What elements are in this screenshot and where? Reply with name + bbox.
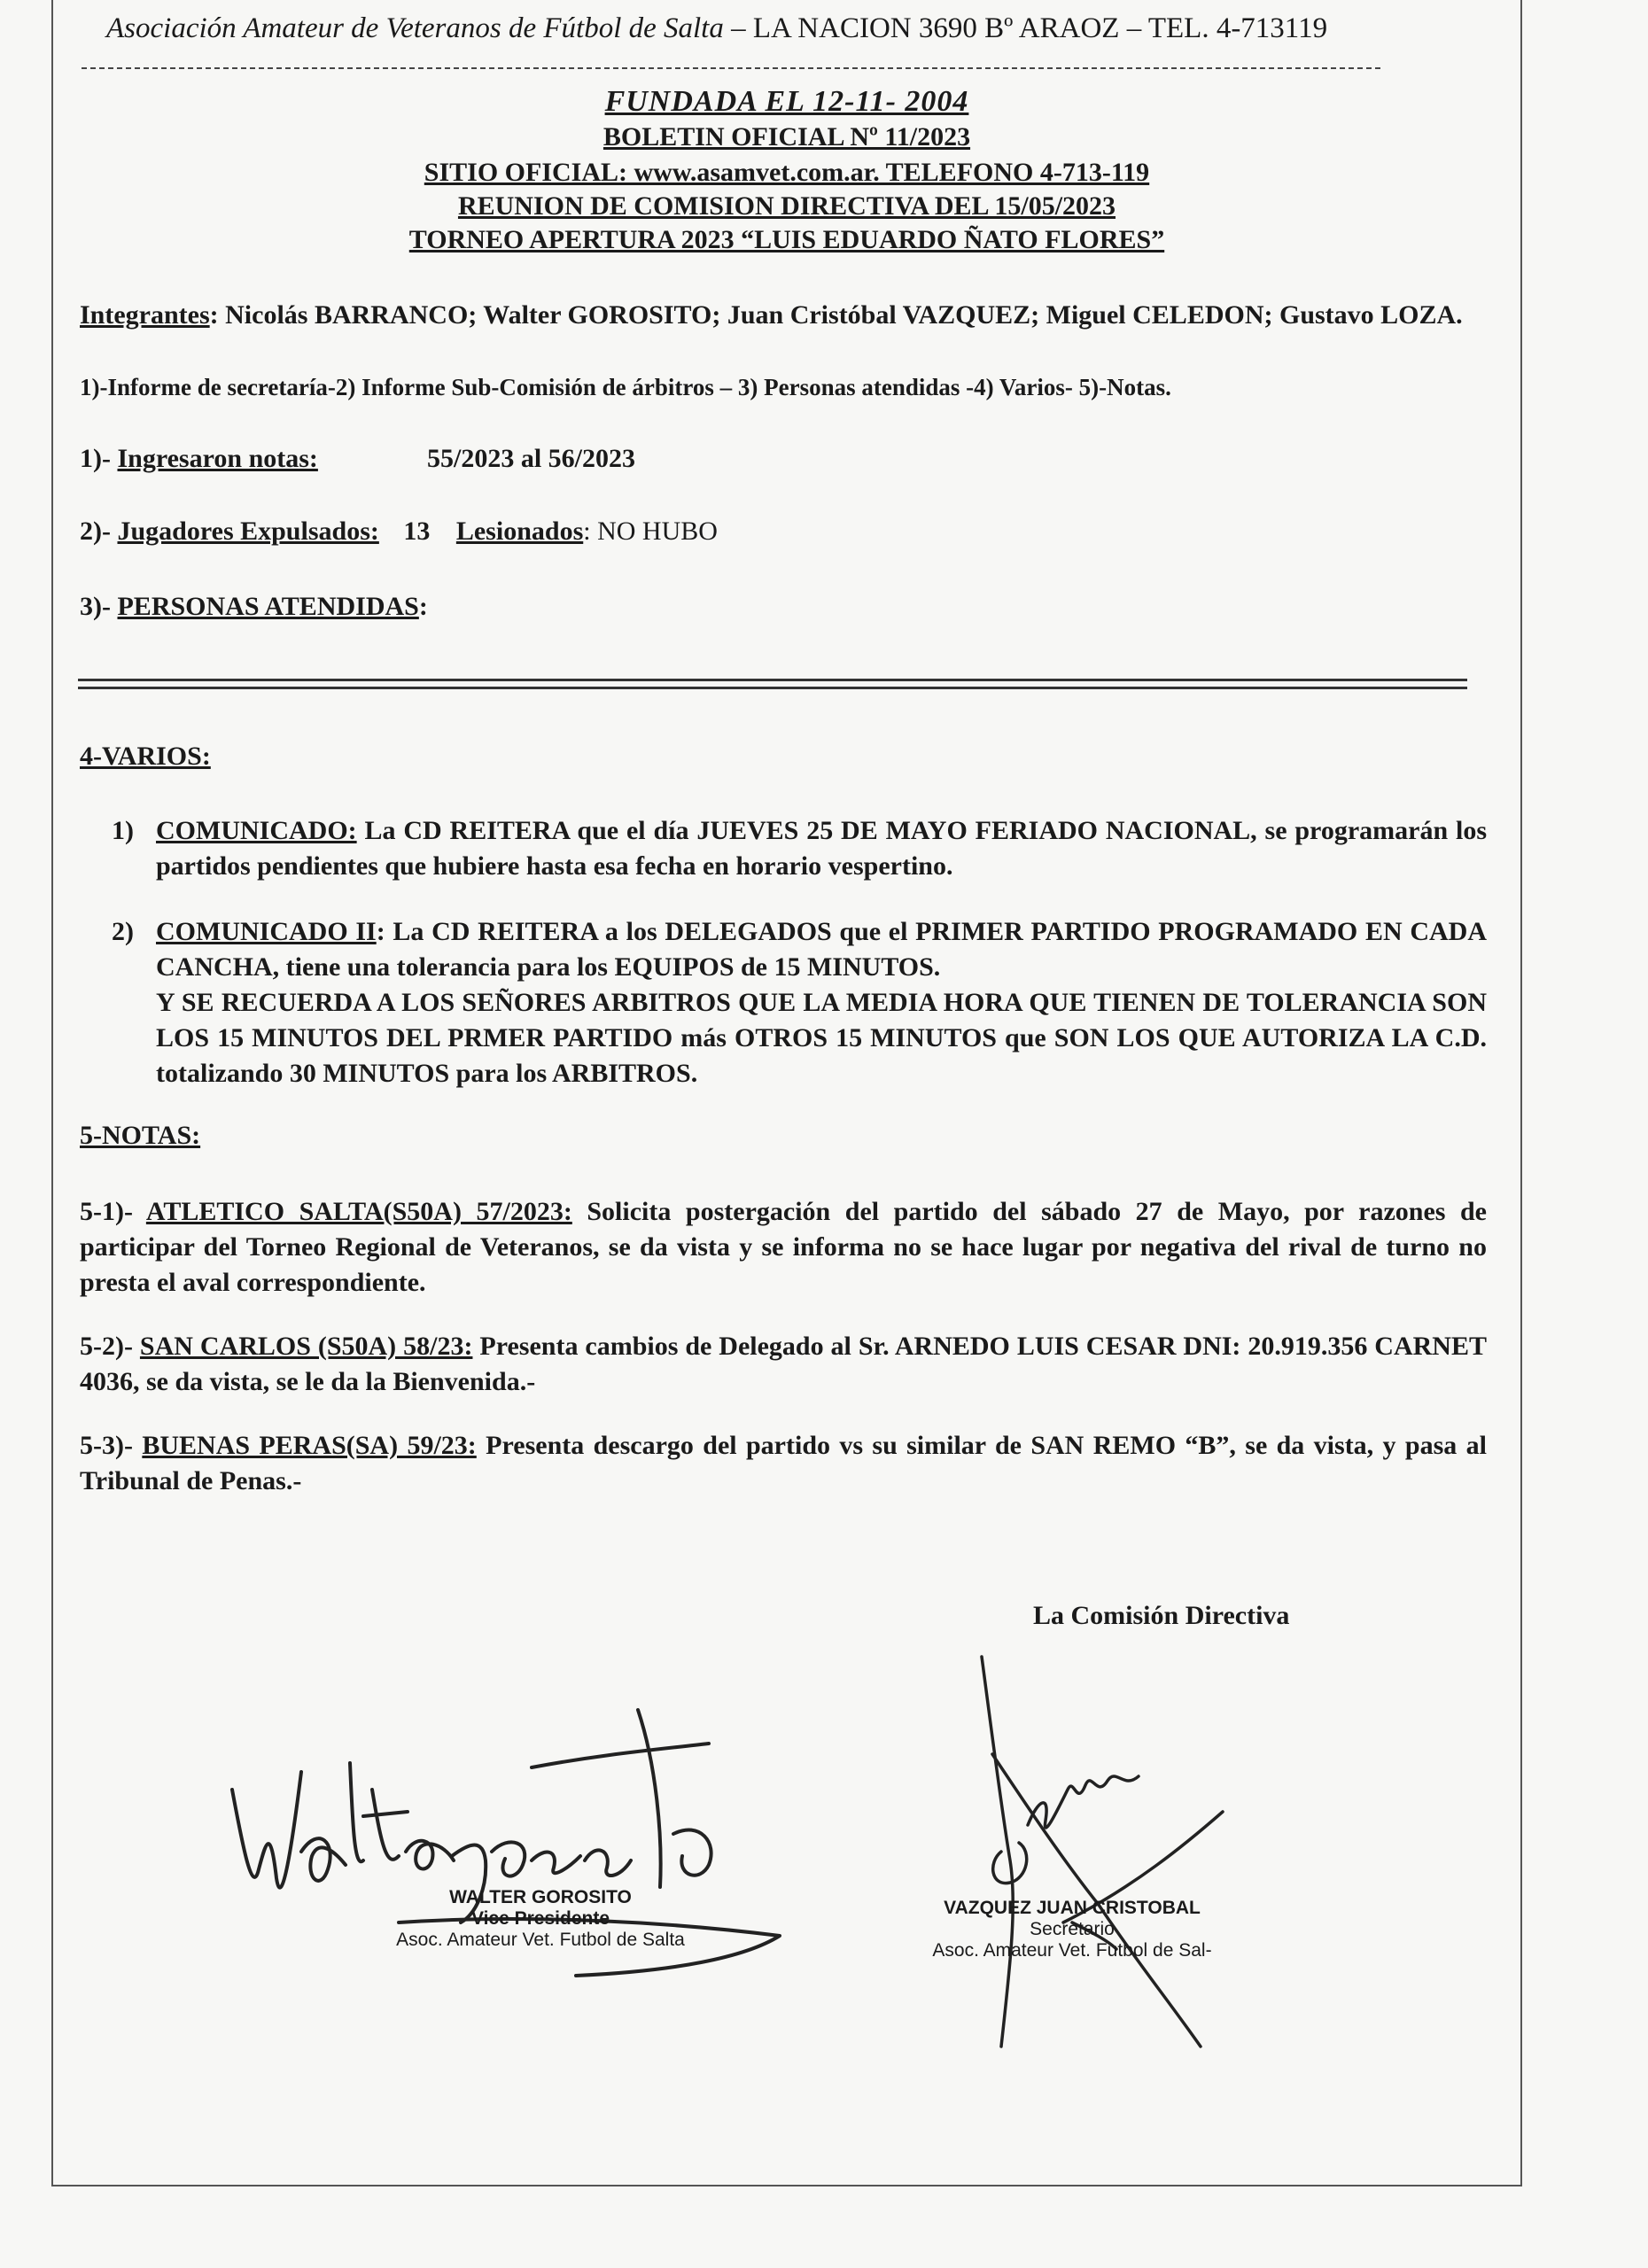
members-paragraph (80, 298, 1487, 333)
note-5-3: 5-3)- BUENAS PERAS(SA) 59/23: Presenta descargo del partido vs su similar de SAN REMO “B”, se da vista, y pasa al Tribunal de Penas.- (80, 1431, 1487, 1495)
note-5-3-label: BUENAS PERAS(SA) 59/23: (142, 1431, 477, 1460)
signer-role: Vice Presidente (470, 1908, 610, 1929)
signer-role: Secretario (1030, 1919, 1115, 1939)
injured-label: Lesionados (455, 517, 584, 546)
note-5-2: 5-2)- SAN CARLOS (S50A) 58/23: Presenta cambios de Delegado al Sr. ARNEDO LUIS CESAR DNI: 20.919.356 CARNET 4036, se da vista, se le da la Bienvenida.- (80, 1332, 1487, 1396)
signature-block-gorosito (354, 1887, 727, 1951)
varios-item-number: 1) (112, 816, 134, 845)
agenda-line: 1)-Informe de secretaría-2) Informe Sub-Comisión de árbitros – 3) Personas atendidas -4) Varios- 5)-Notas. (80, 374, 1171, 400)
organization-address: – LA NACION 3690 Bº ARAOZ – TEL. 4-713119 (723, 12, 1328, 44)
signature-vazquez (982, 1657, 1223, 2047)
varios-item-2-continuation: Y SE RECUERDA A LOS SEÑORES ARBITROS QUE LA MEDIA HORA QUE TIENEN DE TOLERANCIA SON LOS 15 MINUTOS DEL PRMER PARTIDO más OTROS 15 MINUTOS que SON LOS QUE AUTORIZA LA C.D. totalizando 30 MINUTOS para los ARBITROS. (156, 988, 1487, 1088)
comunicado-ii-label: COMUNICADO II (156, 917, 377, 946)
section-people-attended: 3)- PERSONAS ATENDIDAS: (80, 592, 428, 621)
varios-item-number: 2) (112, 917, 134, 946)
official-site: SITIO OFICIAL: www.asamvet.com.ar. TELEFONO 4-713-119 (424, 158, 1150, 187)
founded-date: FUNDADA EL 12-11- 2004 (604, 85, 969, 118)
organization-name: Asociación Amateur de Veteranos de Fútbol de Salta (106, 12, 724, 44)
signer-name: WALTER GOROSITO (449, 1887, 632, 1907)
expelled-count: 13 (403, 517, 431, 546)
notes-received-value: 55/2023 al 56/2023 (427, 444, 636, 473)
letterhead (106, 12, 1327, 45)
handwritten-signatures (0, 1630, 1648, 2091)
signer-name: VAZQUEZ JUAN CRISTOBAL (944, 1898, 1201, 1918)
note-5-1-label: ATLETICO SALTA(S50A) 57/2023: (145, 1197, 572, 1226)
tournament-name: TORNEO APERTURA 2023 “LUIS EDUARDO ÑATO FLORES” (408, 225, 1165, 254)
notes-received-label: Ingresaron notas: (117, 444, 318, 473)
comunicado-label: COMUNICADO: (156, 816, 357, 845)
varios-item-1: COMUNICADO: La CD REITERA que el día JUEVES 25 DE MAYO FERIADO NACIONAL, se programarán los partidos pendientes que hubiere hasta esa fecha en horario vespertino. (156, 816, 1487, 881)
section-divider (78, 679, 1467, 689)
members-names: : Nicolás BARRANCO; Walter GOROSITO; Juan Cristóbal VAZQUEZ; Miguel CELEDON; Gustavo LOZA. (209, 300, 1463, 330)
notas-title: 5-NOTAS: (80, 1121, 201, 1150)
expelled-label: Jugadores Expulsados: (117, 517, 379, 546)
signer-organization: Asoc. Amateur Vet. Futbol de Sal- (932, 1940, 1212, 1961)
signature-block-vazquez (913, 1898, 1232, 1961)
header-divider (82, 67, 1380, 69)
meeting-date: REUNION DE COMISION DIRECTIVA DEL 15/05/2023 (457, 191, 1116, 221)
varios-item-2: COMUNICADO II: La CD REITERA a los DELEGADOS que el PRIMER PARTIDO PROGRAMADO EN CADA CANCHA, tiene una tolerancia para los EQUIPOS de 15 MINUTOS. (156, 917, 1488, 982)
note-5-1: 5-1)- ATLETICO SALTA(S50A) 57/2023: Solicita postergación del partido del sábado 27 de Mayo, por razones de participar del Torneo Regional de Veteranos, se da vista y se informa no se hace lugar por negativa del rival de turno no presta el aval correspondiente. (80, 1197, 1487, 1297)
section-expelled-players: 2)- Jugadores Expulsados: 13 Lesionados: NO HUBO (80, 517, 718, 546)
members-label: Integrantes (80, 300, 210, 330)
section-notes-received: 1)- Ingresaron notas: (80, 444, 318, 473)
varios-title: 4-VARIOS: (80, 742, 211, 771)
injured-value: : NO HUBO (583, 517, 718, 546)
bulletin-number: BOLETIN OFICIAL Nº 11/2023 (602, 122, 971, 151)
note-5-2-label: SAN CARLOS (S50A) 58/23: (139, 1332, 473, 1361)
people-attended-label: PERSONAS ATENDIDAS (117, 592, 419, 621)
closing-signature-line: La Comisión Directiva (1033, 1601, 1290, 1630)
signer-organization: Asoc. Amateur Vet. Futbol de Salta (396, 1930, 685, 1950)
